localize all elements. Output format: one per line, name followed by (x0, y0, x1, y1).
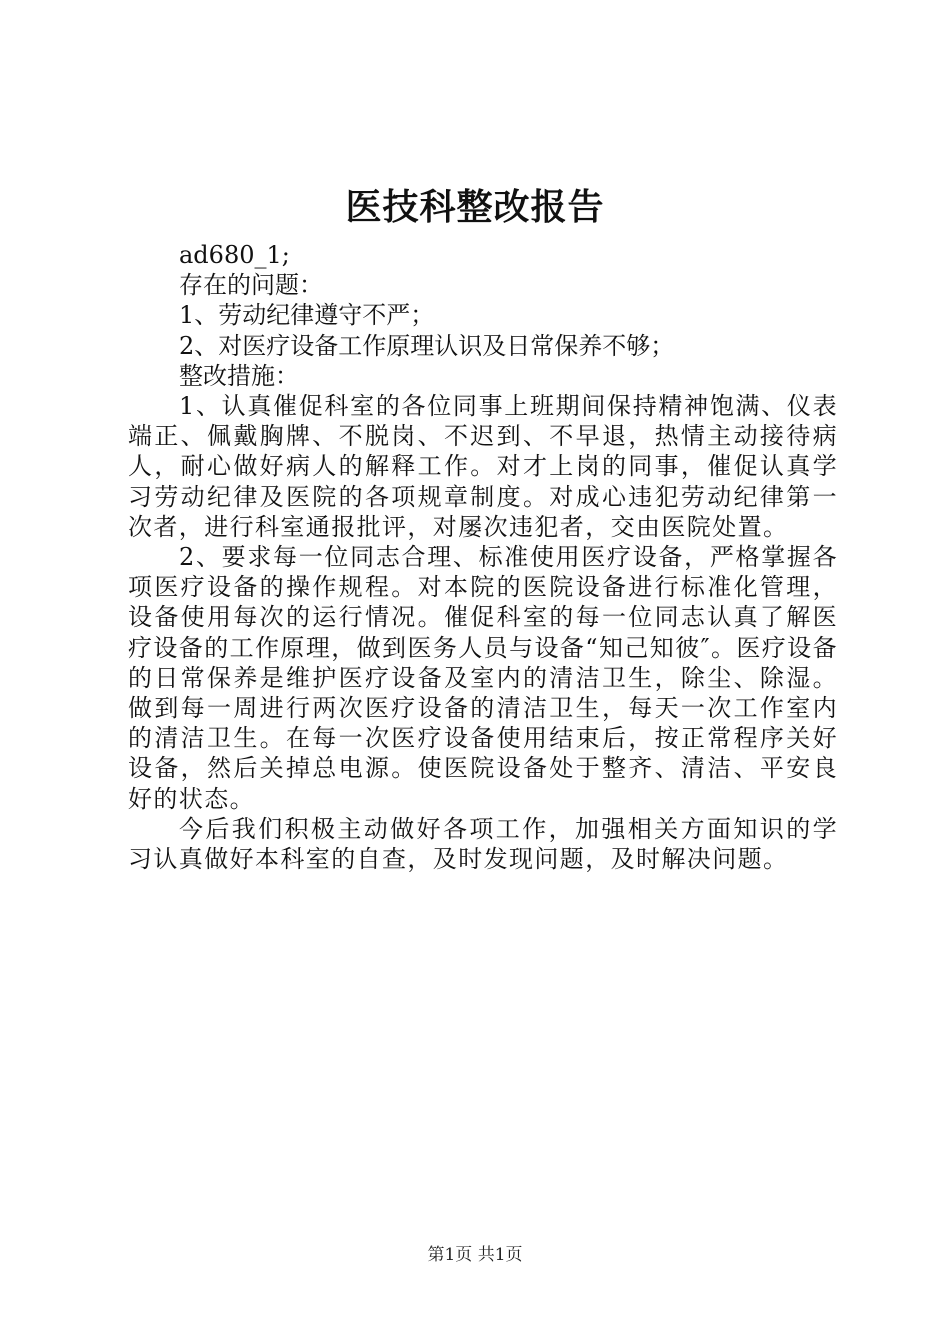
measures-heading: 整改措施： (179, 361, 299, 390)
measure-paragraph: 1、认真催促科室的各位同事上班期间保持精神饱满、仪表端正、佩戴胸牌、不脱岗、不迟到、不早退，热情主动接待病人，耐心做好病人的解释工作。对才上岗的同事，催促认真学习劳动纪律及医院的各项规章制度。对成心违犯劳动纪律第一次者，进行科室通报批评，对屡次违犯者，交由医院处置。 (128, 392, 838, 541)
document-body (128, 240, 838, 874)
page-number: 第1页 共1页 (427, 1245, 523, 1265)
problem-item: 1、劳动纪律遵守不严； (179, 301, 435, 330)
closing-paragraph: 今后我们积极主动做好各项工作，加强相关方面知识的学习认真做好本科室的自查，及时发现问题，及时解决问题。 (128, 814, 838, 874)
problems-heading: 存在的问题： (179, 271, 323, 300)
problem-item: 2、对医疗设备工作原理认识及日常保养不够； (179, 331, 675, 360)
measure-paragraph: 2、要求每一位同志合理、标准使用医疗设备，严格掌握各项医疗设备的操作规程。对本院的医院设备进行标准化管理，设备使用每次的运行情况。催促科室的每一位同志认真了解医疗设备的工作原理，做到医务人员与设备“知己知彼″。医疗设备的日常保养是维护医疗设备及室内的清洁卫生，除尘、除湿。做到每一周进行两次医疗设备的清洁卫生，每天一次工作室内的清洁卫生。在每一次医疗设备使用结束后，按正常程序关好设备，然后关掉总电源。使医院设备处于整齐、清洁、平安良好的状态。 (128, 543, 838, 813)
document-title: 医技科整改报告 (345, 186, 605, 228)
document-code: ad680_1; (179, 241, 290, 269)
